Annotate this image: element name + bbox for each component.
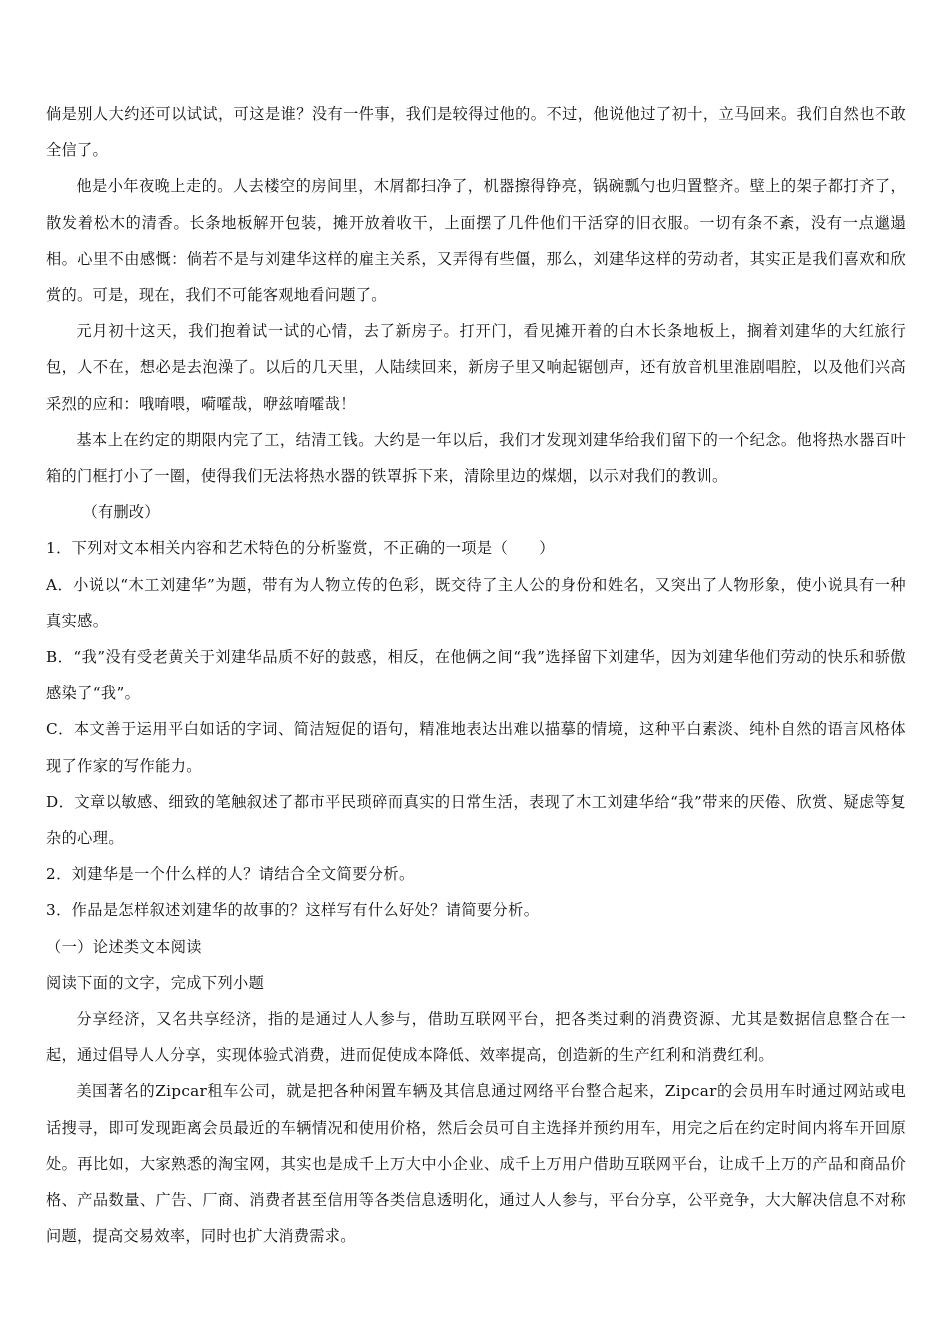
- story-paragraph: 他是小年夜晚上走的。人去楼空的房间里，木屑都扫净了，机器擦得铮亮，锅碗瓢勺也归置整齐。壁上的架子都打齐了，散发着松木的清香。长条地板解开包装，摊开放着收干，上面摆了几件他们干活穿的旧衣服。一切有条不紊，没有一点邋遢相。心里不由感慨：倘若不是与刘建华这样的雇主关系，又弄得有些僵，那么，刘建华这样的劳动者，其实正是我们喜欢和欣赏的。可是，现在，我们不可能客观地看问题了。: [46, 177, 906, 305]
- question-1: 1．下列对文本相关内容和艺术特色的分析鉴赏，不正确的一项是（ ）: [46, 539, 555, 558]
- story-paragraph: 倘是别人大约还可以试试，可这是谁？没有一件事，我们是较得过他的。不过，他说他过了初十，立马回来。我们自然也不敢全信了。: [46, 105, 906, 160]
- question-3: 3．作品是怎样叙述刘建华的故事的？这样写有什么好处？请简要分析。: [46, 901, 540, 920]
- option-a: A．小说以“木工刘建华”为题，带有为人物立传的色彩，既交待了主人公的身份和姓名，又突出了人物形象，使小说具有一种真实感。: [46, 575, 906, 630]
- section-heading: （一）论述类文本阅读: [46, 937, 202, 956]
- question-2: 2．刘建华是一个什么样的人？请结合全文简要分析。: [46, 865, 415, 884]
- option-b: B．“我”没有受老黄关于刘建华品质不好的鼓惑，相反，在他俩之间“我”选择留下刘建华，因为刘建华他们劳动的快乐和骄傲感染了“我”。: [46, 648, 906, 703]
- essay-paragraph: 美国著名的Zipcar租车公司，就是把各种闲置车辆及其信息通过网络平台整合起来，Zipcar的会员用车时通过网站或电话搜寻，即可发现距离会员最近的车辆情况和使用价格，然后会员可自主选择并预约用车，用完之后在约定时间内将车开回原处。再比如，大家熟悉的淘宝网，其实也是成千上万大中小企业、成千上万用户借助互联网平台，让成千上万的产品和商品价格、产品数量、广告、厂商、消费者甚至信用等各类信息透明化，通过人人参与，平台分享，公平竞争，大大解决信息不对称问题，提高交易效率，同时也扩大消费需求。: [46, 1082, 906, 1246]
- document-page: [46, 96, 906, 1255]
- option-d: D．文章以敏感、细致的笔触叙述了都市平民琐碎而真实的日常生活，表现了木工刘建华给“我”带来的厌倦、欣赏、疑虑等复杂的心理。: [46, 792, 906, 848]
- section-instruction: 阅读下面的文字，完成下列小题: [46, 973, 265, 992]
- option-c: C．本文善于运用平白如话的字词、简洁短促的语句，精准地表达出难以描摹的情境，这种平白素淡、纯朴自然的语言风格体现了作家的写作能力。: [46, 720, 906, 775]
- edit-note: （有删改）: [82, 503, 160, 522]
- essay-paragraph: 分享经济，又名共享经济，指的是通过人人参与，借助互联网平台，把各类过剩的消费资源、尤其是数据信息整合在一起，通过倡导人人分享，实现体验式消费，进而促使成本降低、效率提高，创造新的生产红利和消费红利。: [46, 1010, 906, 1065]
- story-paragraph: 元月初十这天，我们抱着试一试的心情，去了新房子。打开门，看见摊开着的白木长条地板上，搁着刘建华的大红旅行包，人不在，想必是去泡澡了。以后的几天里，人陆续回来，新房子里又响起锯刨声，还有放音机里淮剧唱腔，以及他们兴高采烈的应和：哦唷喂，嗬嚯哉，咿兹唷嚯哉！: [46, 322, 906, 413]
- story-paragraph: 基本上在约定的期限内完了工，结清工钱。大约是一年以后，我们才发现刘建华给我们留下的一个纪念。他将热水器百叶箱的门框打小了一圈，使得我们无法将热水器的铁罩拆下来，清除里边的煤烟，以示对我们的教训。: [46, 430, 906, 486]
